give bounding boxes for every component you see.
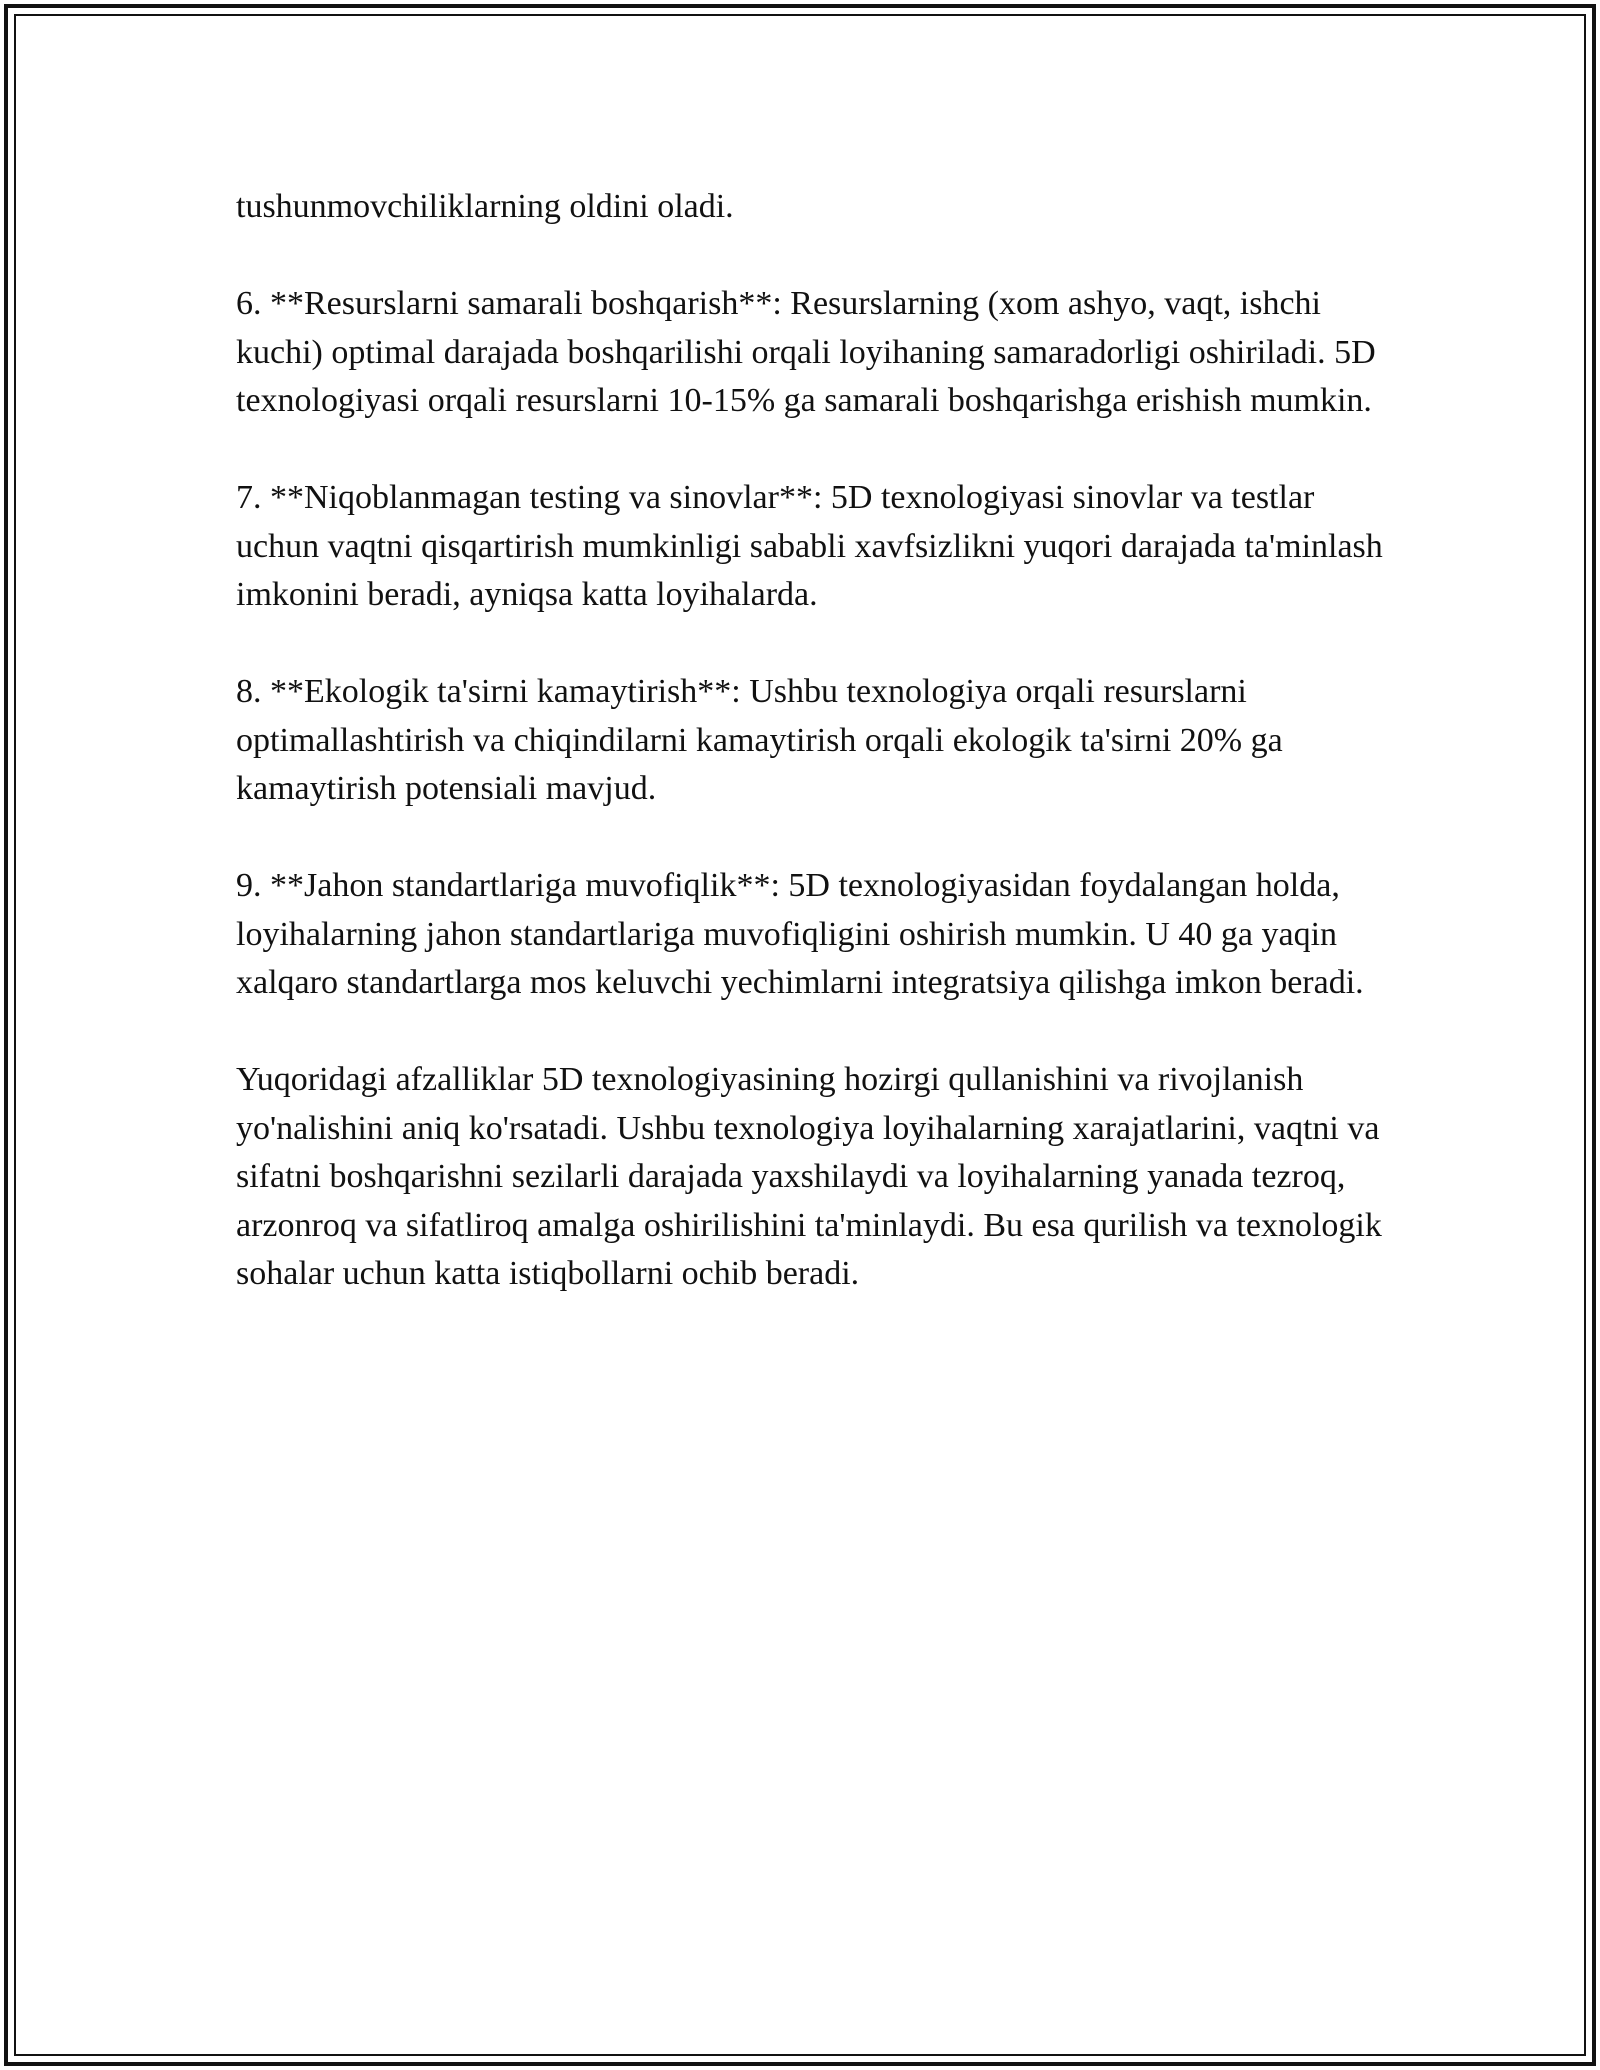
paragraph-item-9: 9. **Jahon standartlariga muvofiqlik**: 5D texnologiyasidan foydalangan holda, loyihalarning jahon standartlariga muvofiqligini oshirish mumkin. U 40 ga yaqin xalqaro standartlarga mos keluvchi yechimlarni integratsiya qilishga imkon beradi.: [236, 867, 1364, 1001]
document-body: [236, 183, 1386, 1299]
paragraph-item-8: 8. **Ekologik ta'sirni kamaytirish**: Ushbu texnologiya orqali resurslarni optimallashtirish va chiqindilarni kamaytirish orqali ekologik ta'sirni 20% ga kamaytirish potensiali mavjud.: [236, 673, 1283, 807]
paragraph-item-6: 6. **Resurslarni samarali boshqarish**: Resurslarning (xom ashyo, vaqt, ishchi kuchi) optimal darajada boshqarilishi orqali loyihaning samaradorligi oshiriladi. 5D texnologiyasi orqali resurslarni 10-15% ga samarali boshqarishga erishish mumkin.: [236, 285, 1376, 419]
paragraph-continuation: tushunmovchiliklarning oldini oladi.: [236, 188, 734, 225]
paragraph-item-7: 7. **Niqoblanmagan testing va sinovlar**: 5D texnologiyasi sinovlar va testlar uchun vaqtni qisqartirish mumkinligi sababli xavfsizlikni yuqori darajada ta'minlash imkonini beradi, ayniqsa katta loyihalarda.: [236, 479, 1383, 613]
paragraph-conclusion: Yuqoridagi afzalliklar 5D texnologiyasining hozirgi qullanishini va rivojlanish yo'nalishini aniq ko'rsatadi. Ushbu texnologiya loyihalarning xarajatlarini, vaqtni va sifatni boshqarishni sezilarli darajada yaxshilaydi va loyihalarning yanada tezroq, arzonroq va sifatliroq amalga oshirilishini ta'minlaydi. Bu esa qurilish va texnologik sohalar uchun katta istiqbollarni ochib beradi.: [236, 1061, 1382, 1292]
